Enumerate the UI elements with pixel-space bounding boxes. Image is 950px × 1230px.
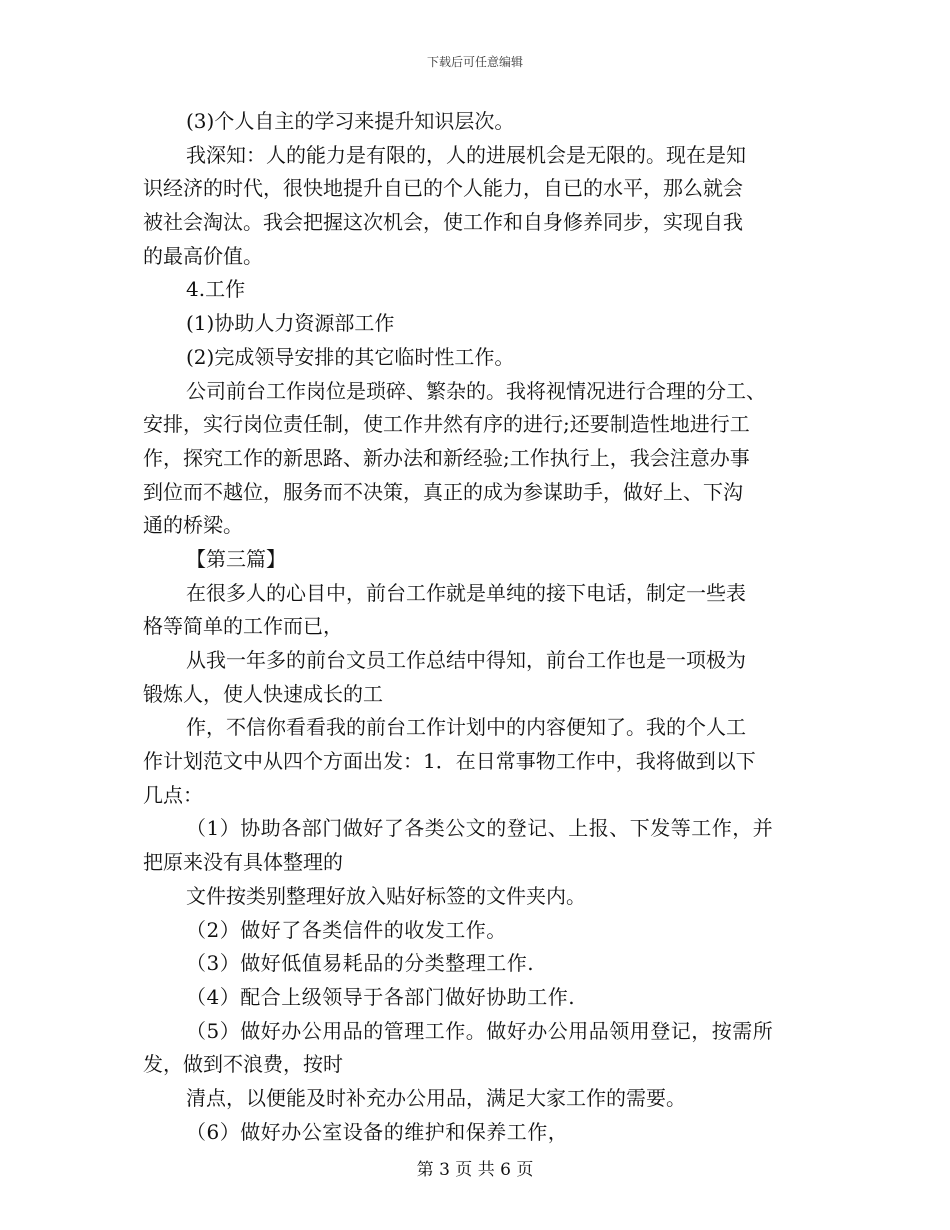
paragraph-line: 把原来没有具体整理的 bbox=[143, 850, 343, 875]
page-footer: 第 3 页 共 6 页 bbox=[416, 1160, 534, 1180]
paragraph-line: 的最高价值。 bbox=[143, 243, 263, 268]
paragraph-line: 通的桥梁。 bbox=[143, 513, 243, 538]
paragraph-line: 文件按类别整理好放入贴好标签的文件夹内。 bbox=[186, 883, 586, 908]
section-heading: 4.工作 bbox=[186, 277, 246, 302]
paragraph-line: 公司前台工作岗位是琐碎、繁杂的。我将视情况进行合理的分工、 bbox=[186, 378, 766, 403]
list-item: （5）做好办公用品的管理工作。做好办公用品领用登记，按需所 bbox=[186, 1018, 774, 1043]
paragraph-line: 格等简单的工作而已， bbox=[143, 614, 343, 639]
list-item: （4）配合上级领导于各部门做好协助工作. bbox=[186, 984, 576, 1009]
paragraph-line: 几点： bbox=[143, 782, 203, 807]
paragraph-line: 发，做到不浪费，按时 bbox=[143, 1052, 343, 1077]
page-header: 下载后可任意编辑 bbox=[426, 55, 523, 69]
list-item: （6）做好办公室设备的维护和保养工作， bbox=[186, 1119, 569, 1144]
list-item: （2）做好了各类信件的收发工作。 bbox=[186, 917, 507, 942]
paragraph-line: 到位而不越位，服务而不决策，真正的成为参谋助手，做好上、下沟 bbox=[143, 479, 743, 504]
list-item: （3）做好低值易耗品的分类整理工作. bbox=[186, 951, 535, 976]
list-item: （1）协助各部门做好了各类公文的登记、上报、下发等工作，并 bbox=[186, 816, 774, 841]
paragraph-line: (1)协助人力资源部工作 bbox=[186, 311, 395, 336]
paragraph-line: 锻炼人，使人快速成长的工 bbox=[143, 681, 383, 706]
paragraph-line: 被社会淘汰。我会把握这次机会，使工作和自身修养同步，实现自我 bbox=[143, 210, 743, 235]
paragraph-line: 作，探究工作的新思路、新办法和新经验;工作执行上，我会注意办事 bbox=[143, 445, 750, 470]
paragraph-line: 在很多人的心目中，前台工作就是单纯的接下电话，制定一些表 bbox=[186, 580, 746, 605]
paragraph-line: (2)完成领导安排的其它临时性工作。 bbox=[186, 344, 515, 369]
paragraph-line: 安排，实行岗位责任制，使工作井然有序的进行;还要制造性地进行工 bbox=[143, 412, 750, 437]
paragraph-line: 清点，以便能及时补充办公用品，满足大家工作的需要。 bbox=[186, 1085, 686, 1110]
section-heading: 【第三篇】 bbox=[186, 546, 286, 571]
paragraph-line: 从我一年多的前台文员工作总结中得知，前台工作也是一项极为 bbox=[186, 648, 746, 672]
paragraph-line: 识经济的时代，很快地提升自已的个人能力，自已的水平，那么就会 bbox=[143, 176, 743, 201]
paragraph-line: 作，不信你看看我的前台工作计划中的内容便知了。我的个人工 bbox=[186, 715, 746, 740]
document-body bbox=[143, 105, 813, 1149]
paragraph-line: 作计划范文中从四个方面出发：1．在日常事物工作中，我将做到以下 bbox=[143, 749, 756, 774]
paragraph-line: 我深知：人的能力是有限的，人的进展机会是无限的。现在是知 bbox=[186, 142, 746, 167]
paragraph-line: (3)个人自主的学习来提升知识层次。 bbox=[186, 109, 515, 133]
